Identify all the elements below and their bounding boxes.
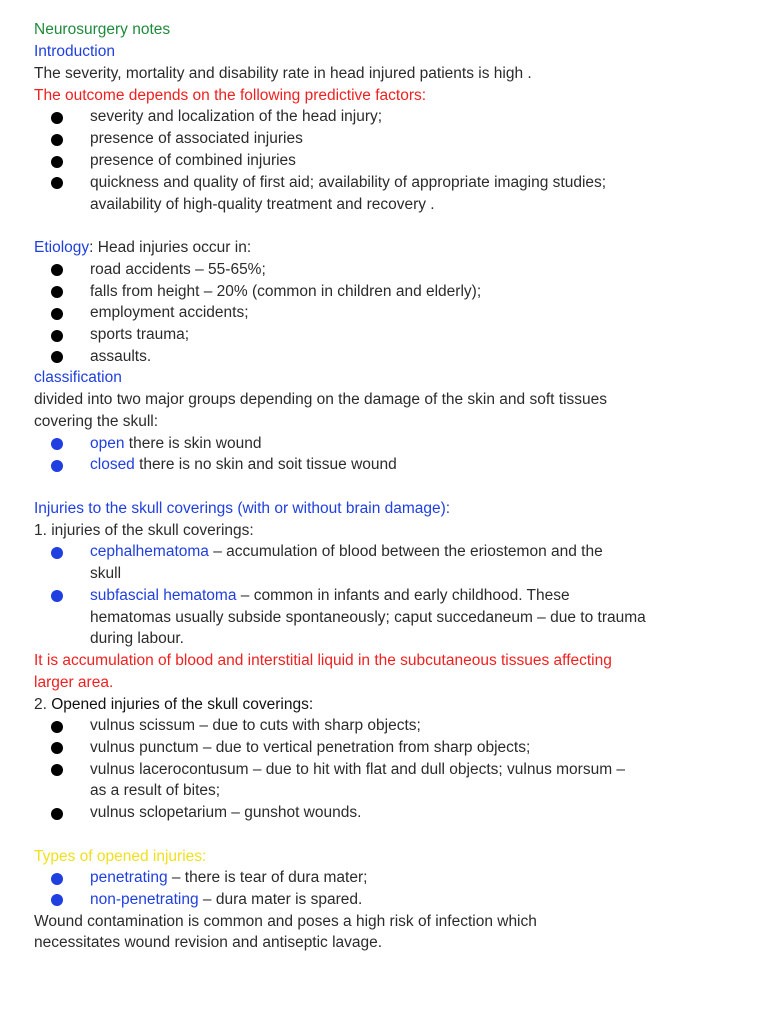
list-item-continuation: hematomas usually subside spontaneously; caput succedaneum – due to trauma	[90, 609, 646, 626]
bullet-icon	[51, 134, 63, 146]
list-item-continuation: skull	[90, 565, 122, 582]
document-title: Neurosurgery notes	[34, 21, 171, 38]
bullet-icon	[51, 351, 63, 363]
term-description: – common in infants and early childhood. These	[236, 587, 570, 604]
bullet-icon	[51, 156, 63, 168]
predictive-factors-heading: The outcome depends on the following predictive factors:	[34, 87, 427, 104]
list-item: vulnus punctum – due to vertical penetration from sharp objects;	[90, 739, 531, 756]
bullet-icon	[51, 112, 63, 124]
etiology-heading: Etiology	[34, 239, 90, 256]
list-item: vulnus scissum – due to cuts with sharp objects;	[90, 717, 421, 734]
etiology-text: : Head injuries occur in:	[89, 239, 252, 256]
introduction-heading: Introduction	[34, 43, 115, 60]
list-item: employment accidents;	[90, 304, 249, 321]
bullet-icon	[51, 330, 63, 342]
types-heading: Types of opened injuries:	[34, 848, 207, 865]
etiology-line	[34, 237, 251, 259]
bullet-icon	[51, 438, 63, 450]
classification-text: covering the skull:	[34, 413, 159, 430]
term: penetrating	[90, 869, 168, 886]
bullet-icon	[51, 721, 63, 733]
list-item: vulnus lacerocontusum – due to hit with flat and dull objects; vulnus morsum –	[90, 761, 626, 778]
bullet-icon	[51, 764, 63, 776]
bullet-icon	[51, 808, 63, 820]
list-item: severity and localization of the head injury;	[90, 108, 383, 125]
term-description: there is skin wound	[124, 435, 262, 452]
list-item: assaults.	[90, 348, 152, 365]
closing-text: necessitates wound revision and antiseptic lavage.	[34, 934, 383, 951]
term-description: there is no skin and soit tissue wound	[134, 456, 397, 473]
skull-coverings-heading: Injuries to the skull coverings (with or without brain damage):	[34, 500, 451, 517]
list-item: sports trauma;	[90, 326, 190, 343]
introduction-text: The severity, mortality and disability rate in head injured patients is high .	[34, 65, 532, 82]
list-item: quickness and quality of first aid; availability of appropriate imaging studies;	[90, 174, 607, 191]
list-item-continuation: as a result of bites;	[90, 782, 221, 799]
subsection-title: Opened injuries of the skull coverings:	[51, 696, 314, 713]
bullet-icon	[51, 894, 63, 906]
bullet-icon	[51, 177, 63, 189]
list-item	[90, 889, 362, 911]
bullet-icon	[51, 286, 63, 298]
bullet-icon	[51, 590, 63, 602]
list-item-continuation: availability of high-quality treatment and recovery .	[90, 196, 435, 213]
term: non-penetrating	[90, 891, 199, 908]
list-item	[90, 867, 367, 889]
highlighted-note: larger area.	[34, 674, 114, 691]
bullet-icon	[51, 308, 63, 320]
term-description: – there is tear of dura mater;	[167, 869, 368, 886]
bullet-icon	[51, 742, 63, 754]
list-item	[90, 541, 603, 563]
list-item-continuation: during labour.	[90, 630, 184, 647]
highlighted-note: It is accumulation of blood and interstitial liquid in the subcutaneous tissues affecting	[34, 652, 612, 669]
bullet-icon	[51, 547, 63, 559]
term-description: – dura mater is spared.	[198, 891, 363, 908]
term-description: – accumulation of blood between the eriostemon and the	[208, 543, 603, 560]
closing-text: Wound contamination is common and poses a high risk of infection which	[34, 913, 537, 930]
bullet-icon	[51, 264, 63, 276]
classification-text: divided into two major groups depending on the damage of the skin and soft tissues	[34, 391, 608, 408]
list-item	[90, 585, 570, 607]
list-item: presence of combined injuries	[90, 152, 296, 169]
subsection-heading	[34, 694, 313, 716]
bullet-icon	[51, 460, 63, 472]
list-item: road accidents – 55-65%;	[90, 261, 266, 278]
list-item: presence of associated injuries	[90, 130, 303, 147]
list-item: vulnus sclopetarium – gunshot wounds.	[90, 804, 362, 821]
term: open	[90, 435, 125, 452]
term: closed	[90, 456, 135, 473]
term: subfascial hematoma	[90, 587, 237, 604]
term: cephalhematoma	[90, 543, 209, 560]
list-item	[90, 454, 397, 476]
list-item	[90, 433, 261, 455]
list-item: falls from height – 20% (common in children and elderly);	[90, 283, 482, 300]
subsection-heading: 1. injuries of the skull coverings:	[34, 522, 254, 539]
bullet-icon	[51, 873, 63, 885]
subsection-number: 2.	[34, 696, 52, 713]
classification-heading: classification	[34, 369, 122, 386]
